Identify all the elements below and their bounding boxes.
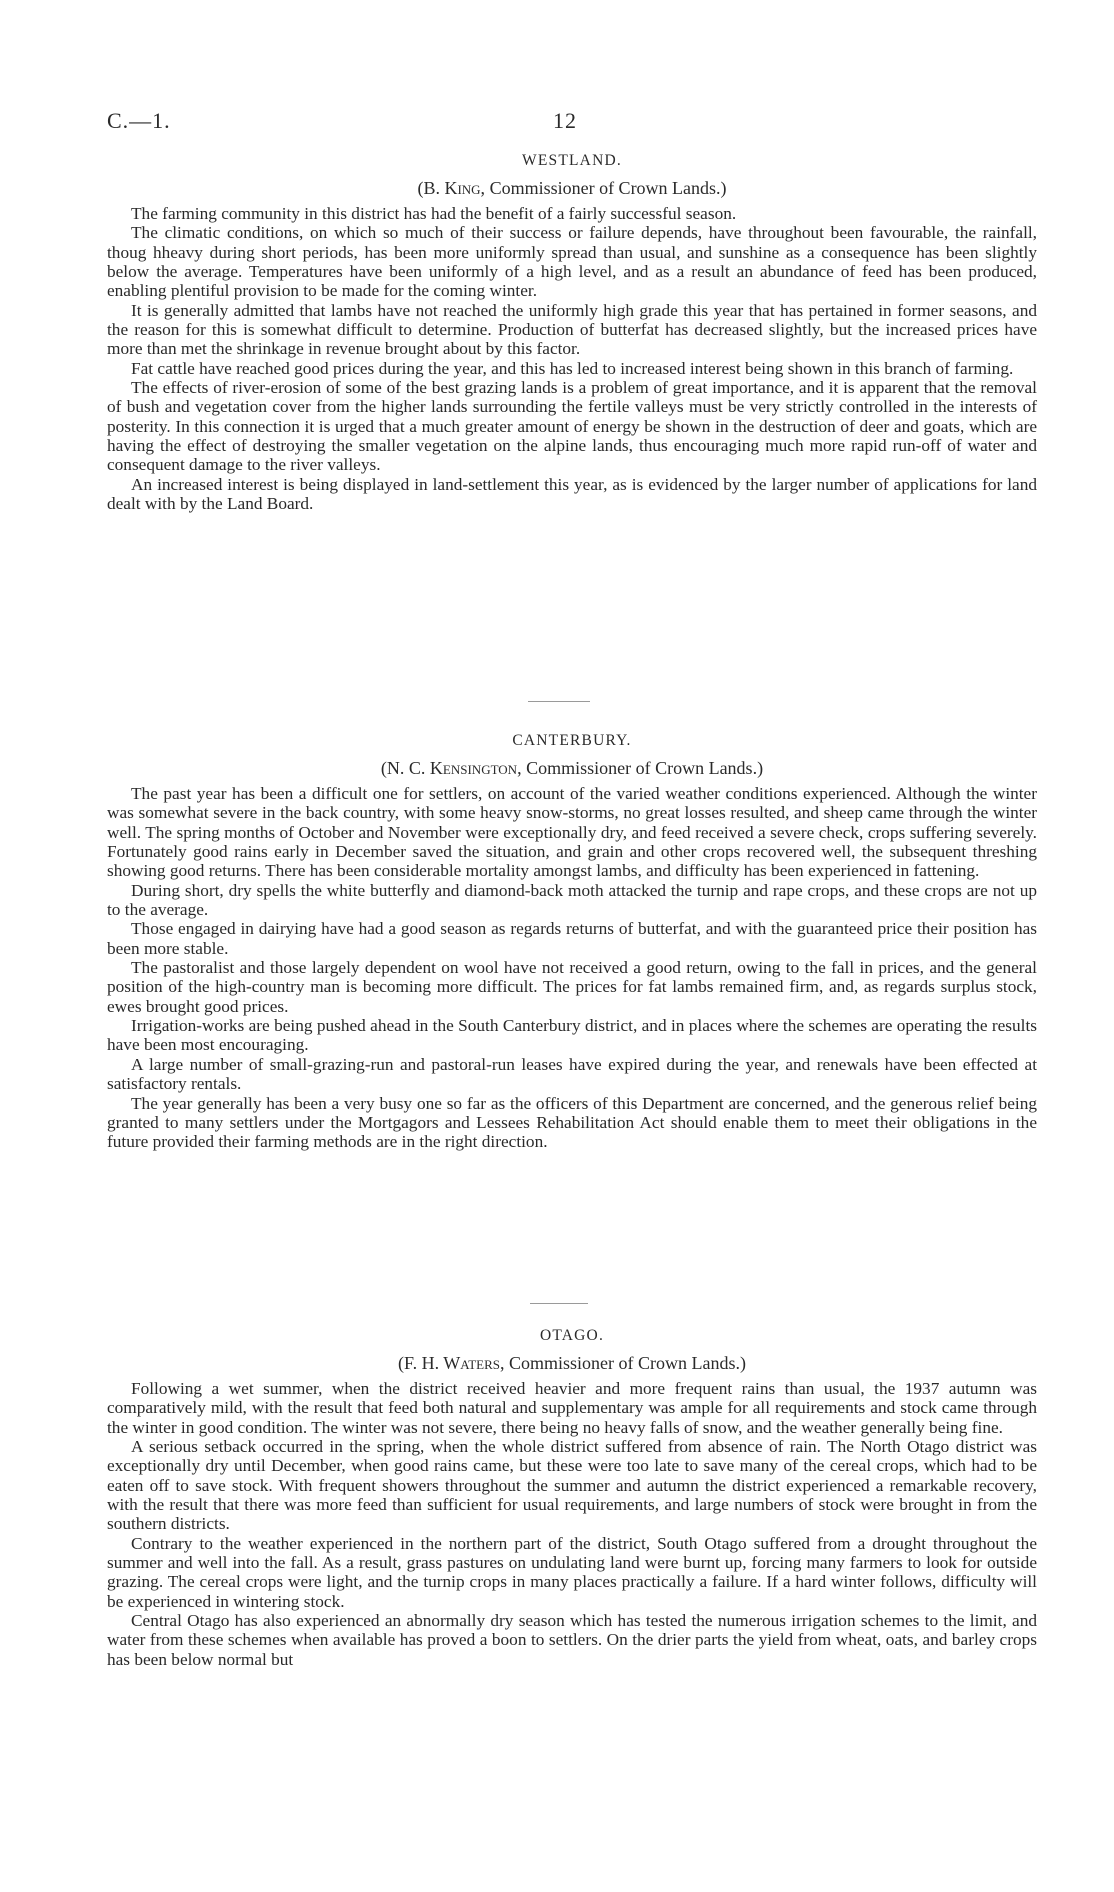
section-canterbury bbox=[107, 730, 1037, 1152]
paragraph: During short, dry spells the white butterfly and diamond-back moth attacked the turnip and rape crops, and these crops are not up to the average. bbox=[107, 880, 1037, 920]
section-title: OTAGO. bbox=[539, 1327, 605, 1344]
section-title: CANTERBURY. bbox=[512, 732, 632, 749]
section-commissioner bbox=[107, 1350, 1037, 1376]
section-title: WESTLAND. bbox=[522, 152, 622, 169]
commissioner-name: (N. C. Kensington, bbox=[380, 758, 522, 778]
commissioner-name: (B. King, bbox=[417, 178, 486, 198]
section-commissioner bbox=[107, 755, 1037, 781]
paragraph: The pastoralist and those largely dependent on wool have not received a good return, owing to the fall in prices, and the general position of the high-country man is becoming more difficult. The prices for fat lambs remained firm, and, as regards surplus stock, ewes brought good prices. bbox=[107, 958, 1037, 1016]
paragraph: An increased interest is being displayed in land-settlement this year, as is evidenced by the larger number of applications for land dealt with by the Land Board. bbox=[107, 474, 1037, 514]
paragraph: The climatic conditions, on which so much of their success or failure depends, have throughout been favourable, the rainfall, thoug hheavy during short periods, has been more uniformly spread than usual, and sunshine as a consequence has been slightly below the average. Temperatures have been uniformly of a high level, and as a result an abundance of feed has been produced, enabling plentiful provision to be made for the coming winter. bbox=[107, 223, 1037, 301]
paragraph: It is generally admitted that lambs have not reached the uniformly high grade this year that has pertained in former seasons, and the reason for this is somewhat difficult to determine. Production of butterfat has decreased slightly, but the increased prices have more than met the shrinkage in revenue brought about by this factor. bbox=[107, 300, 1037, 359]
section-divider bbox=[528, 701, 590, 702]
paragraph: A serious setback occurred in the spring, when the whole district suffered from absence of rain. The North Otago district was exceptionally dry until December, when good rains came, but these were too late to save many of the cereal crops, which had to be eaten off to save stock. With frequent showers throughout the summer and autumn the district experienced a remarkable recovery, with the result that there was more feed than sufficient for usual requirements, and large numbers of stock were brought in from the southern districts. bbox=[107, 1437, 1037, 1534]
paragraph: The past year has been a difficult one for settlers, on account of the varied weather conditions experienced. Although the winter was somewhat severe in the back country, with some heavy snow-storms, no great losses resulted, and sheep came through the winter well. The spring months of October and November were exceptionally dry, and feed received a severe check, crops suffering severely. Fortunately good rains early in December saved the situation, and grain and other crops recovered well, the subsequent threshing showing good returns. There has been considerable mortality amongst lambs, and difficulty has been experienced in fattening. bbox=[107, 784, 1037, 881]
commissioner-title: Commissioner of Crown Lands.) bbox=[489, 178, 727, 198]
paragraph: Following a wet summer, when the district received heavier and more frequent rains than usual, the 1937 autumn was comparatively mild, with the result that feed both natural and supplementary was ample for all requirements and stock came through the winter in good condition. The winter was not severe, there being no heavy falls of snow, and the weather generally being fine. bbox=[107, 1379, 1037, 1437]
document-reference: C.—1. bbox=[107, 108, 171, 133]
commissioner-title: Commissioner of Crown Lands.) bbox=[508, 1353, 746, 1373]
paragraph: Fat cattle have reached good prices during the year, and this has led to increased interest being shown in this branch of farming. bbox=[131, 358, 1014, 378]
page-number: 12 bbox=[553, 108, 577, 133]
paragraph: A large number of small-grazing-run and pastoral-run leases have expired during the year, and renewals have been effected at satisfactory rentals. bbox=[107, 1054, 1037, 1094]
paragraph: The effects of river-erosion of some of the best grazing lands is a problem of great importance, and it is apparent that the removal of bush and vegetation cover from the higher lands surrounding the fertile valleys must be very strictly controlled in the interests of posterity. In this connection it is urged that a much greater amount of energy be shown in the destruction of deer and goats, which are having the effect of destroying the smaller vegetation on the alpine lands, thus encouraging much more rapid run-off of water and consequent damage to the river valleys. bbox=[107, 378, 1037, 475]
page-header bbox=[107, 108, 1037, 138]
paragraph: Contrary to the weather experienced in the northern part of the district, South Otago suffered from a drought throughout the summer and well into the fall. As a result, grass pastures on undulating land were burnt up, forcing many farmers to look for outside grazing. The cereal crops were light, and the turnip crops in many places practically a failure. If a hard winter follows, difficulty will be experienced in wintering stock. bbox=[107, 1533, 1037, 1611]
paragraph: Central Otago has also experienced an abnormally dry season which has tested the numerous irrigation schemes to the limit, and water from these schemes when available has proved a boon to settlers. On the drier parts the yield from wheat, oats, and barley crops has been below normal but bbox=[107, 1611, 1037, 1669]
paragraph: The year generally has been a very busy one so far as the officers of this Department are concerned, and the generous relief being granted to many settlers under the Mortgagors and Lessees Rehabilitation Act should enable them to meet their obligations in the future provided their farming methods are in the right direction. bbox=[107, 1093, 1037, 1152]
section-divider bbox=[530, 1303, 588, 1304]
section-commissioner bbox=[107, 175, 1037, 201]
section-otago bbox=[107, 1325, 1037, 1669]
paragraph: Those engaged in dairying have had a good season as regards returns of butterfat, and with the guaranteed price their position has been more stable. bbox=[107, 919, 1037, 958]
paragraph: Irrigation-works are being pushed ahead in the South Canterbury district, and in places where the schemes are operating the results have been most encouraging. bbox=[107, 1016, 1037, 1055]
section-westland bbox=[107, 150, 1037, 514]
commissioner-title: Commissioner of Crown Lands.) bbox=[526, 758, 764, 778]
commissioner-name: (F. H. Waters, bbox=[398, 1353, 505, 1373]
paragraph: The farming community in this district has had the benefit of a fairly successful season. bbox=[131, 204, 737, 223]
